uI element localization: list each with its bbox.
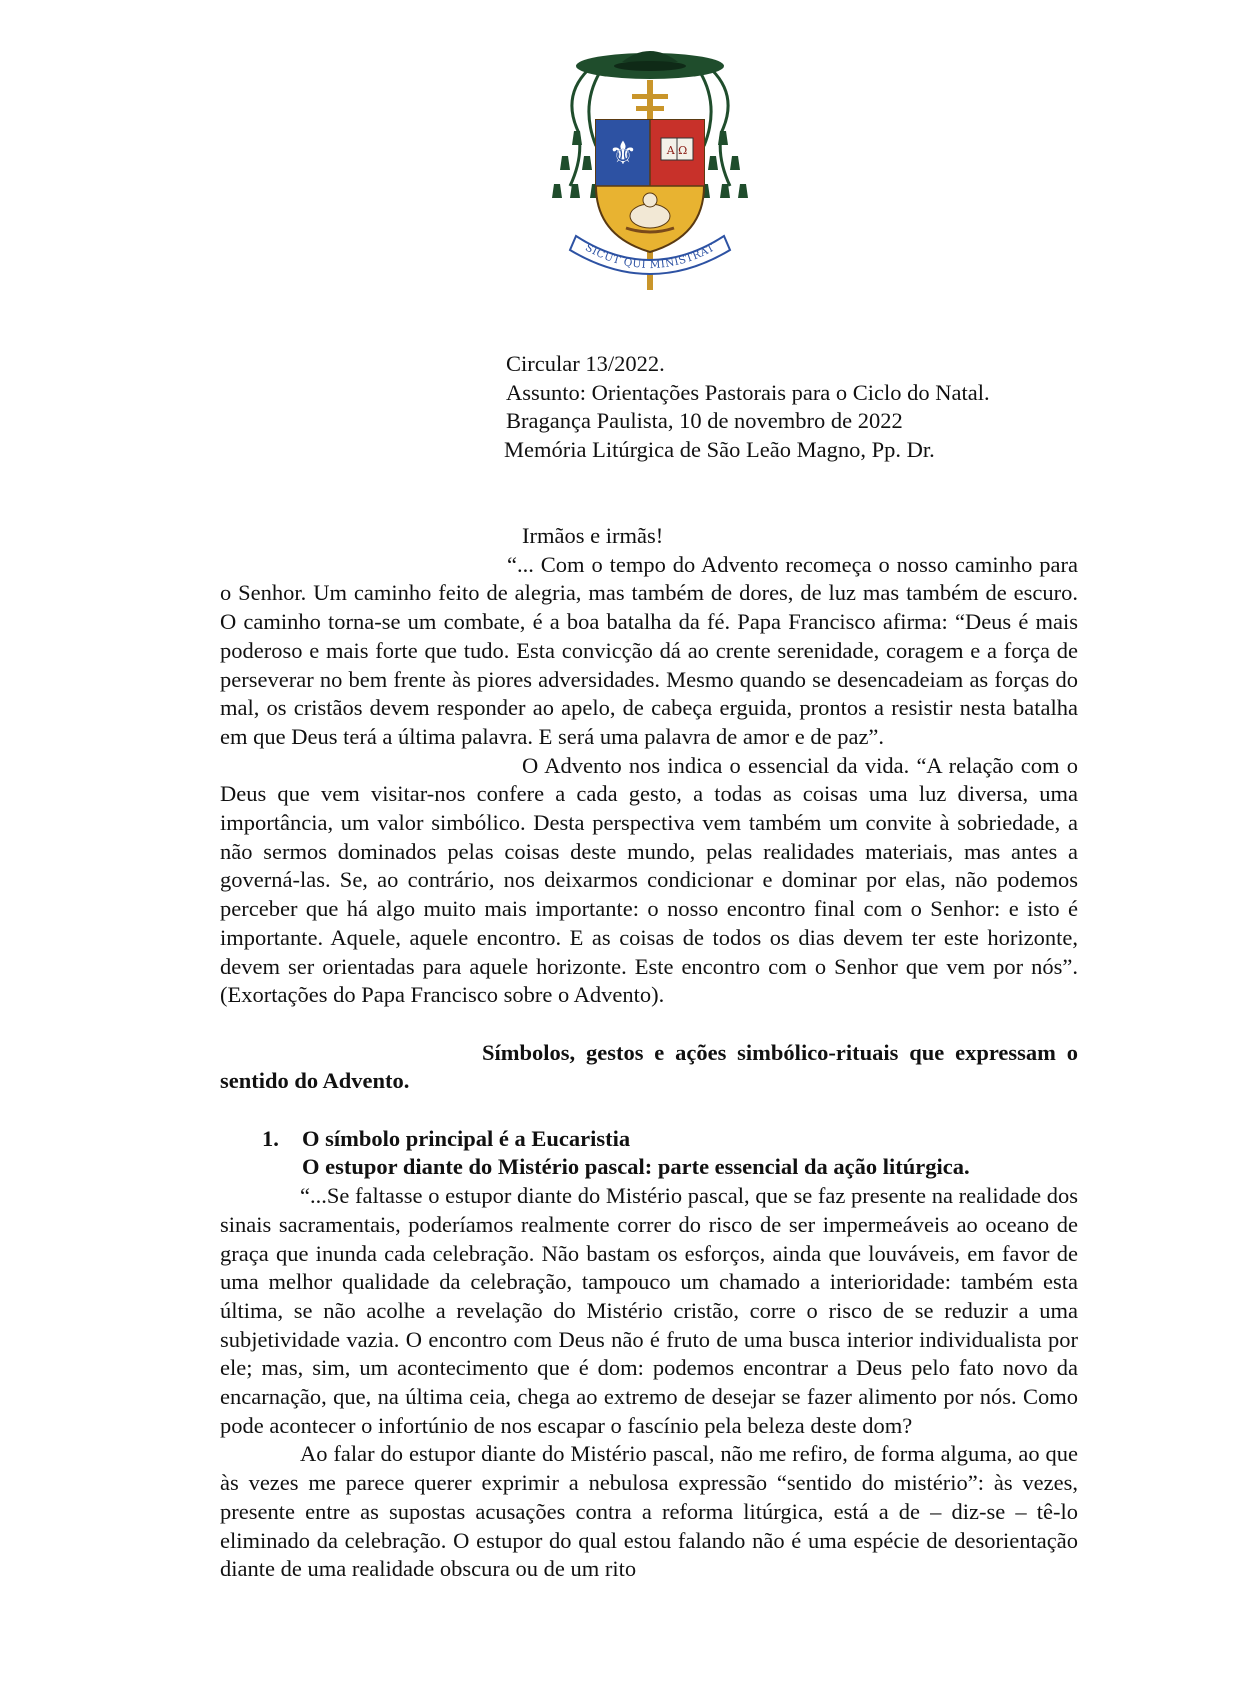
paragraph-stupor: “...Se faltasse o estupor diante do Mistério pascal, que se faz presente na realidade dos sinais sacramentais, poderíamos realmente correr do risco de ser impermeáveis ao oceano de graça que inunda cada celebração. Não bastam os esforços, ainda que louváveis, em favor de uma melhor qualidade da celebração, tampouco um chamado a interioridade: também esta última, se não acolhe a revelação do Mistério cristão, corre o risco de se reduzir a uma subjetividade vazia. O encontro com Deus não é fruto de uma busca interior individualista por ele; mas, sim, um acontecimento que é dom: podemos encontrar a Deus pelo fato novo da encarnação, que, na última ceia, chega ao extremo de desejar se fazer alimento por nós. Como pode acontecer o infortúnio de nos escapar o fascínio pela beleza deste dom?: [220, 1183, 1078, 1438]
svg-text:⚜: ⚜: [608, 134, 638, 172]
coat-of-arms-graphic: [540, 36, 760, 298]
letter-body: [220, 522, 1078, 1584]
circular-subject: Assunto: Orientações Pastorais para o Ciclo do Natal.: [506, 379, 990, 405]
liturgical-memorial: Memória Litúrgica de São Leão Magno, Pp. Dr.: [504, 437, 935, 463]
circular-header: [506, 350, 990, 465]
alpha-omega-label: A Ω: [666, 144, 688, 157]
place-and-date: Bragança Paulista, 10 de novembro de 2022: [506, 408, 903, 434]
paragraph-mystery: Ao falar do estupor diante do Mistério pascal, não me refiro, de forma alguma, ao que às vezes me parece querer exprimir a nebulosa expressão “sentido do mistério”: às vezes, presente entre as supostas acusações contra a reforma litúrgica, está a de – diz-se – tê-lo eliminado da celebração. O estupor do qual estou falando não é uma espécie de desorientação diante de uma realidade obscura ou de um rito: [220, 1441, 1078, 1582]
section-heading: Símbolos, gestos e ações simbólico-rituais que expressam o sentido do Advento.: [220, 1039, 1078, 1094]
list-item-title: O símbolo principal é a Eucaristia: [302, 1125, 631, 1151]
circular-number: Circular 13/2022.: [506, 351, 665, 376]
motto-text: SICUT QUI MINISTRAT: [583, 241, 717, 272]
greeting: Irmãos e irmãs!: [522, 523, 664, 548]
paragraph-essential: O Advento nos indica o essencial da vida. “A relação com o Deus que vem visitar-nos confere a cada gesto, a todas as coisas uma luz diversa, uma importância, um valor simbólico. Desta perspectiva vem também um convite à sobriedade, a não sermos dominados pelas coisas deste mundo, pelas realidades materiais, mas antes a governá-las. Se, ao contrário, nos deixarmos condicionar e dominar por elas, não podemos perceber que há algo muito mais importante: o nosso encontro final com o Senhor: e isto é importante. Aquele, aquele encontro. E as coisas de todos os dias devem ter este horizonte, devem ser orientadas para aquele horizonte. Este encontro com o Senhor que vem por nós”. (Exortações do Papa Francisco sobre o Advento).: [220, 752, 1078, 1008]
list-item-number: 1.: [262, 1125, 279, 1151]
list-item-subtitle: O estupor diante do Mistério pascal: parte essencial da ação litúrgica.: [302, 1154, 970, 1180]
paragraph-advent-quote: “... Com o tempo do Advento recomeça o nosso caminho para o Senhor. Um caminho feito de alegria, mas também de dores, de luz mas também de escuro. O caminho torna-se um combate, é a boa batalha da fé. Papa Francisco afirma: “Deus é mais poderoso e mais forte que tudo. Esta convicção dá ao crente serenidade, coragem e a força de perseverar no bem frente às piores adversidades. Mesmo quando se desencadeiam as forças do mal, os cristãos devem responder ao apelo, de cabeça erguida, prontos a resistir nesta batalha em que Deus terá a última palavra. E será uma palavra de amor e de paz”.: [220, 551, 1078, 749]
episcopal-coat-of-arms: [540, 36, 760, 298]
list-item-eucharist: [220, 1125, 1078, 1182]
